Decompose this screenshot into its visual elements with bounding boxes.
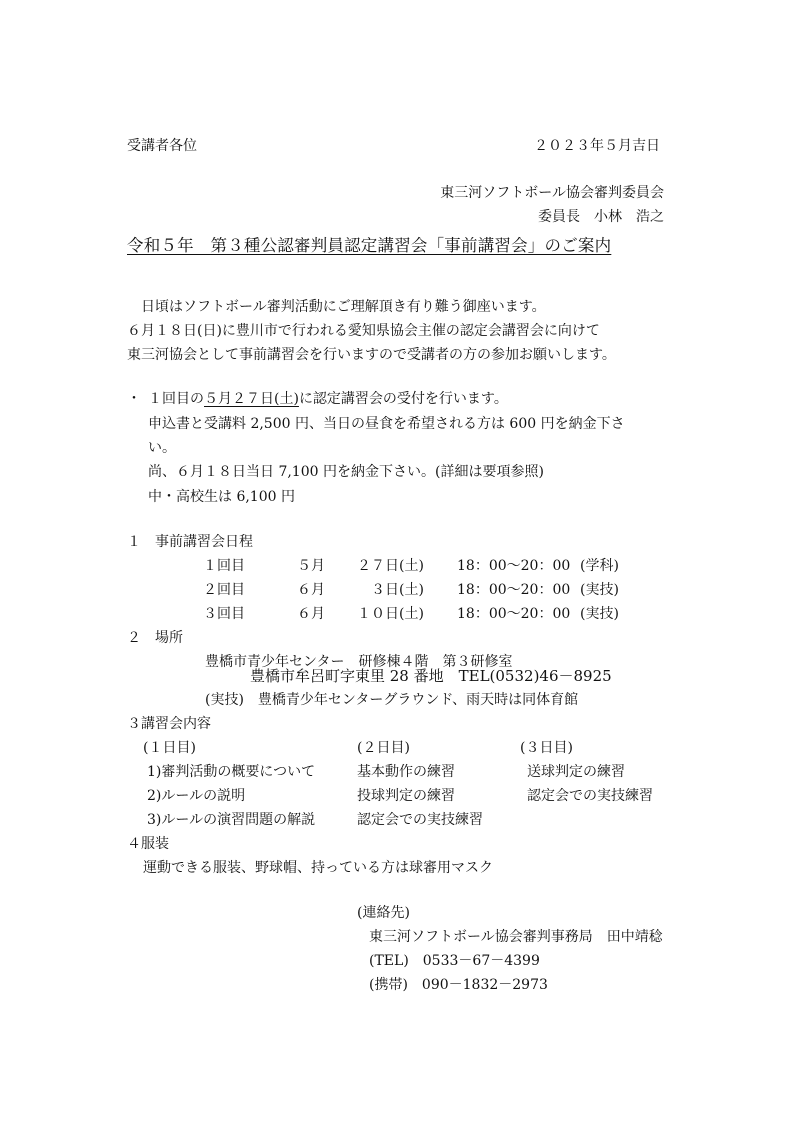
issue-date: ２０２３年５月吉日 [534, 138, 660, 154]
notice-line-2: 申込書と受講料 2,500 円、当日の昼食を希望される方は 600 円を納金下さ [148, 416, 625, 432]
notice-line-1 [148, 392, 508, 406]
contact-label: (連絡先) [357, 905, 410, 921]
schedule-row-2-type: (実技) [580, 582, 619, 598]
notice-line-1-pre: １回目の [148, 391, 204, 407]
place-practical: (実技) 豊橋青少年センターグラウンド、雨天時は同体育館 [205, 692, 579, 708]
notice-line-1-post: に認定講習会の受付を行います。 [298, 391, 508, 407]
content-heading: ３講習会内容 [127, 716, 211, 732]
content-day-3-item-1: 送球判定の練習 [527, 764, 625, 780]
signer: 委員長 小林 浩之 [538, 209, 664, 225]
notice-line-5: 中・高校生は 6,100 円 [148, 489, 295, 505]
notice-bullet: ・ [127, 391, 141, 407]
content-day-2-label: (２日目) [357, 740, 410, 756]
schedule-row-1-no: １回目 [203, 558, 245, 574]
document-title: 令和５年 第３種公認審判員認定講習会「事前講習会」のご案内 [127, 236, 612, 255]
intro-line-1: 日頃はソフトボール審判活動にご理解頂き有り難う御座います。 [141, 299, 546, 315]
schedule-row-3-month: ６月 [297, 606, 325, 622]
schedule-row-1-month: ５月 [297, 558, 325, 574]
place-heading: ２ 場所 [127, 630, 183, 646]
notice-line-3: い。 [148, 440, 176, 456]
intro-line-3: 東三河協会として事前講習会を行いますので受講者の方の参加お願いします。 [127, 347, 616, 363]
content-day-2-item-1: 基本動作の練習 [357, 764, 455, 780]
place-name: 豊橋市青少年センター 研修棟４階 第３研修室 [205, 654, 513, 670]
schedule-row-2-month: ６月 [297, 582, 325, 598]
notice-line-4: 尚、６月１８日当日 7,100 円を納金下さい。(詳細は要項参照) [148, 464, 544, 480]
attire-text: 運動できる服装、野球帽、持っている方は球審用マスク [143, 860, 493, 876]
place-address: 豊橋市牟呂町字東里 28 番地 TEL(0532)46－8925 [250, 667, 612, 685]
contact-tel: (TEL) 0533－67－4399 [369, 953, 540, 969]
schedule-row-2-day: ３日(土) [371, 582, 424, 598]
schedule-row-3-no: ３回目 [203, 606, 245, 622]
content-day-2-item-3: 認定会での実技練習 [357, 812, 483, 828]
schedule-row-2-no: ２回目 [203, 582, 245, 598]
schedule-row-1-time: 18：00～20：00 [457, 558, 571, 574]
content-day-1-label: (１日目) [143, 740, 196, 756]
content-day-2-item-2: 投球判定の練習 [357, 788, 455, 804]
content-day-1-item-2: 2)ルールの説明 [147, 788, 246, 804]
schedule-row-1-type: (学科) [580, 558, 619, 574]
content-day-1-item-3: 3)ルールの演習問題の解説 [147, 812, 316, 828]
schedule-row-3-type: (実技) [580, 606, 619, 622]
content-day-1-item-1: 1)審判活動の概要について [147, 764, 316, 780]
intro-line-2: ６月１８日(日)に豊川市で行われる愛知県協会主催の認定会講習会に向けて [127, 323, 600, 339]
schedule-row-1-day: ２７日(土) [357, 558, 424, 574]
reception-date: ５月２７日(土) [204, 391, 299, 407]
recipients: 受講者各位 [127, 138, 197, 154]
schedule-row-3-time: 18：00～20：00 [457, 606, 571, 622]
contact-office: 東三河ソフトボール協会審判事務局 田中靖稔 [369, 929, 663, 945]
schedule-heading: １ 事前講習会日程 [127, 534, 253, 550]
content-day-3-item-2: 認定会での実技練習 [527, 788, 653, 804]
organization: 東三河ソフトボール協会審判委員会 [440, 185, 664, 201]
schedule-row-2-time: 18：00～20：00 [457, 582, 571, 598]
contact-mobile: (携帯) 090－1832－2973 [369, 977, 548, 993]
schedule-row-3-day: １０日(土) [357, 606, 424, 622]
attire-heading: ４服装 [127, 836, 169, 852]
content-day-3-label: (３日目) [520, 740, 573, 756]
